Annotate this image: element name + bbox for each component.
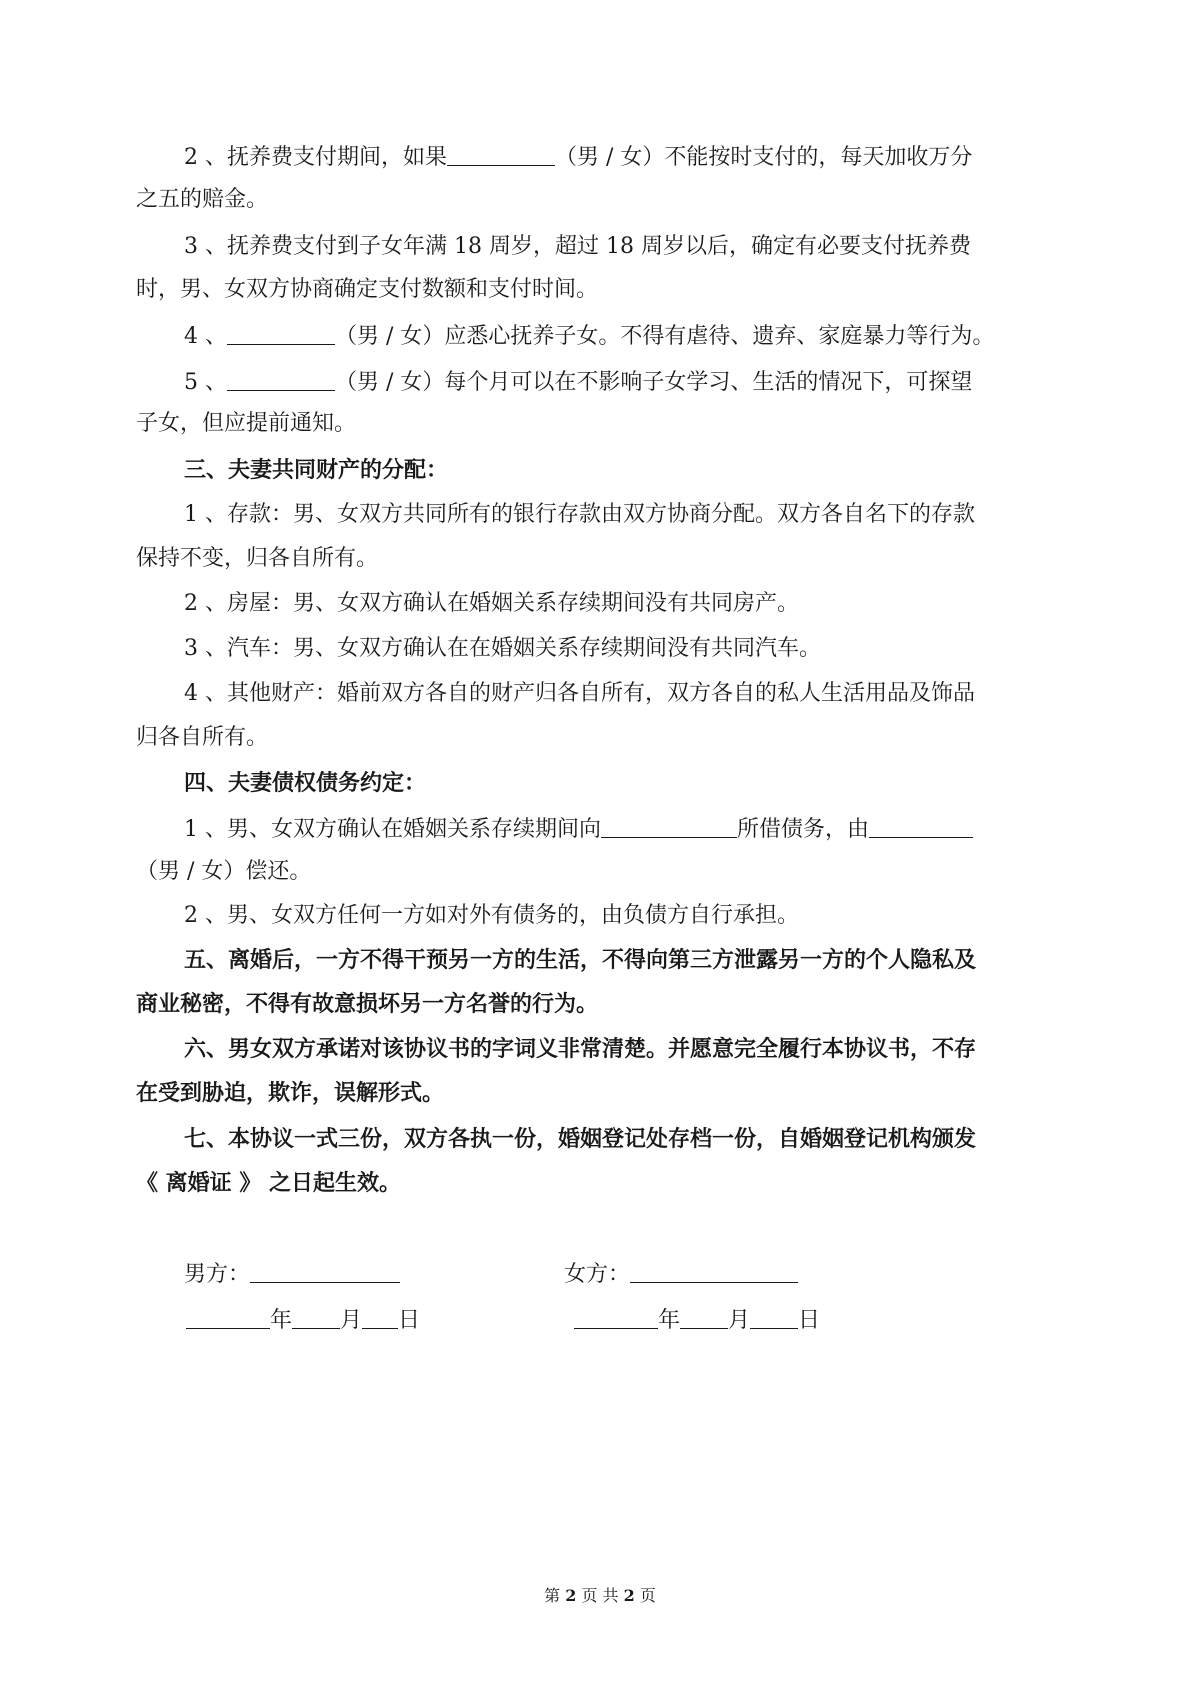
section-7-line1: 七、本协议一式三份，双方各执一份，婚姻登记处存档一份，自婚姻登记机构颁发 — [184, 1126, 977, 1152]
day-field — [362, 1304, 398, 1329]
section-6-line2: 在受到胁迫，欺诈，误解形式。 — [136, 1080, 445, 1106]
clause-2-4 — [184, 320, 1076, 352]
female-signature — [564, 1258, 798, 1290]
year-label: 年 — [270, 1308, 293, 1333]
blank-field — [227, 320, 335, 345]
text-span: 5 、 — [184, 370, 227, 395]
clause-2-5-line1 — [184, 366, 1076, 398]
male-label: 男方： — [184, 1262, 251, 1287]
clause-2-2-line2: 之五的赔金。 — [136, 187, 269, 212]
text-span: 1 、男、女双方确认在婚姻关系存续期间向 — [184, 817, 601, 842]
male-signature — [184, 1258, 400, 1290]
text-span: （男 / 女）应悉心抚养子女。不得有虐待、遗弃、家庭暴力等行为。 — [335, 324, 995, 349]
footer-text: 页 — [634, 1586, 656, 1605]
section-5-line2: 商业秘密，不得有故意损坏另一方名誉的行为。 — [136, 991, 599, 1017]
section-7-line2: 《 离婚证 》 之日起生效。 — [136, 1170, 401, 1196]
footer-text: 第 — [544, 1586, 566, 1605]
male-signature-field — [250, 1258, 400, 1283]
female-date — [574, 1304, 820, 1336]
female-label: 女方： — [564, 1262, 631, 1287]
section-3-item4-line1: 4 、其他财产：婚前双方各自的财产归各自所有，双方各自的私人生活用品及饰品 — [184, 681, 975, 706]
section-4-item2: 2 、男、女双方任何一方如对外有债务的，由负债方自行承担。 — [184, 903, 799, 928]
day-field — [750, 1304, 798, 1329]
year-label: 年 — [658, 1308, 681, 1333]
male-date — [186, 1304, 420, 1336]
page-total: 2 — [623, 1586, 635, 1605]
female-signature-field — [630, 1258, 798, 1283]
page-footer — [0, 1586, 1200, 1606]
blank-field — [869, 813, 973, 838]
clause-2-3-line2: 时，男、女双方协商确定支付数额和支付时间。 — [136, 277, 599, 302]
section-4-item1-line1 — [184, 813, 1076, 845]
text-span: （男 / 女）每个月可以在不影响子女学习、生活的情况下，可探望 — [335, 370, 973, 395]
blank-field — [601, 813, 737, 838]
page-number: 2 — [565, 1586, 577, 1605]
year-field — [186, 1304, 270, 1329]
text-span: 所借债务，由 — [737, 817, 870, 842]
section-5-line1: 五、离婚后，一方不得干预另一方的生活，不得向第三方泄露另一方的个人隐私及 — [184, 947, 977, 973]
clause-2-2-line1 — [184, 141, 1076, 173]
section-4-item1-line2: （男 / 女）偿还。 — [136, 859, 312, 884]
day-label: 日 — [398, 1308, 421, 1333]
clause-2-5-line2: 子女，但应提前通知。 — [136, 411, 357, 436]
section-4-heading: 四、夫妻债权债务约定： — [184, 770, 427, 796]
blank-field — [227, 366, 335, 391]
section-3-item3: 3 、汽车：男、女双方确认在在婚姻关系存续期间没有共同汽车。 — [184, 636, 821, 661]
day-label: 日 — [798, 1308, 821, 1333]
section-6-line1: 六、男女双方承诺对该协议书的字词义非常清楚。并愿意完全履行本协议书，不存 — [184, 1036, 977, 1062]
text-span: 4 、 — [184, 324, 227, 349]
footer-text: 页 共 — [576, 1586, 624, 1605]
text-span: （男 / 女）不能按时支付的，每天加收万分 — [555, 145, 973, 170]
text-span: 2 、抚养费支付期间，如果 — [184, 145, 447, 170]
clause-2-3-line1: 3 、抚养费支付到子女年满 18 周岁，超过 18 周岁以后，确定有必要支付抚养费 — [184, 234, 971, 259]
section-3-item1-line2: 保持不变，归各自所有。 — [136, 546, 379, 571]
section-3-item4-line2: 归各自所有。 — [136, 725, 269, 750]
section-3-heading: 三、夫妻共同财产的分配： — [184, 457, 449, 483]
month-label: 月 — [340, 1308, 363, 1333]
month-label: 月 — [728, 1308, 751, 1333]
month-field — [680, 1304, 728, 1329]
blank-field — [447, 141, 555, 166]
section-3-item2: 2 、房屋：男、女双方确认在婚姻关系存续期间没有共同房产。 — [184, 591, 799, 616]
section-3-item1-line1: 1 、存款：男、女双方共同所有的银行存款由双方协商分配。双方各自名下的存款 — [184, 502, 975, 527]
year-field — [574, 1304, 658, 1329]
month-field — [292, 1304, 340, 1329]
